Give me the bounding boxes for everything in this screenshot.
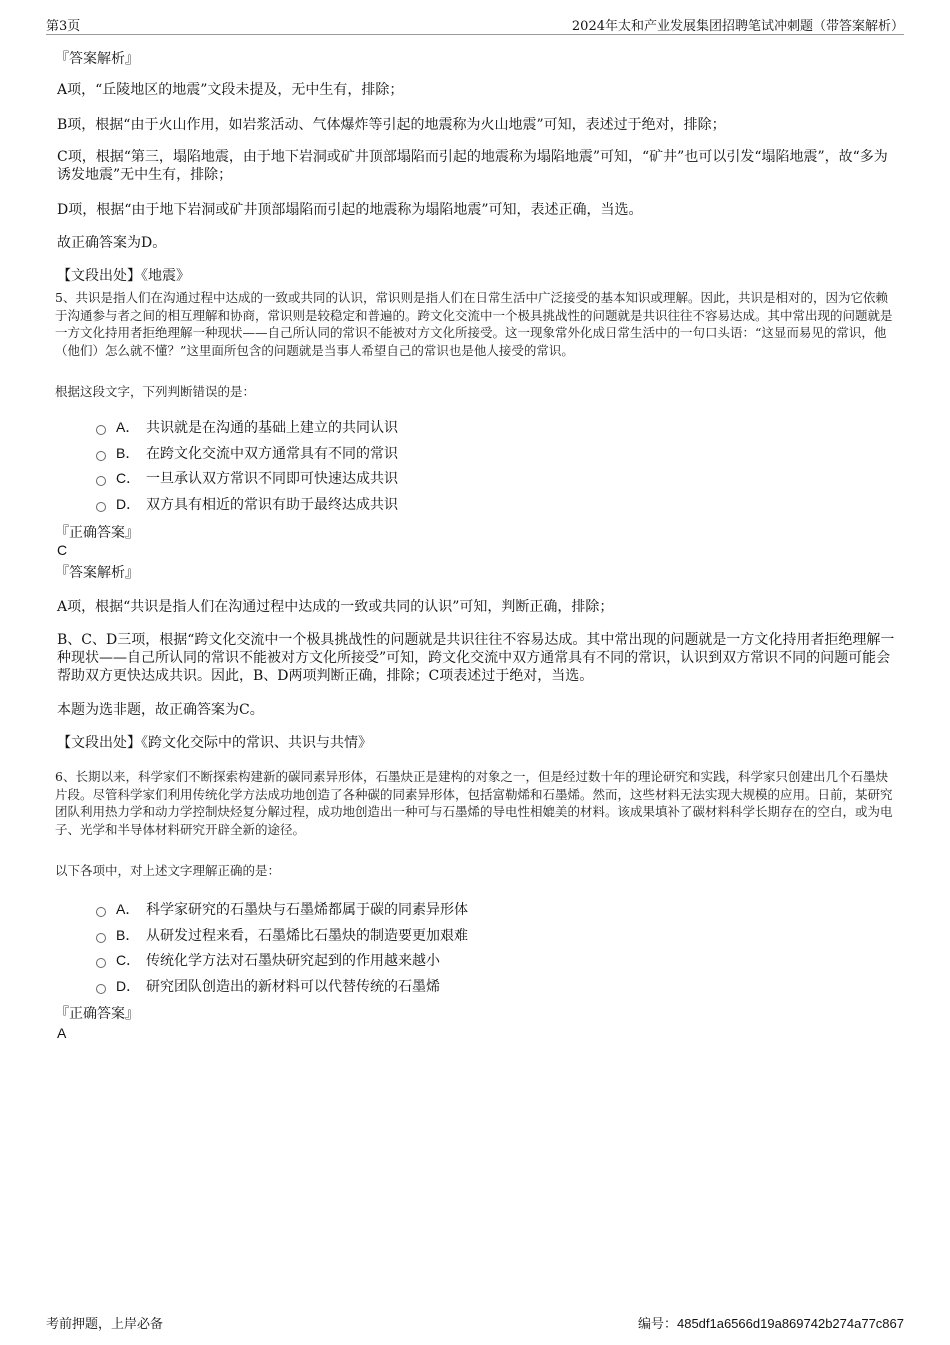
radio-icon[interactable] bbox=[96, 425, 106, 435]
q5-answer: C bbox=[57, 542, 68, 558]
q6-question: 以下各项中，对上述文字理解正确的是： bbox=[55, 863, 281, 878]
q6-option-d[interactable]: D． 研究团队创造出的新材料可以代替传统的石墨烯 bbox=[96, 975, 440, 997]
footer-code: 485df1a6566d19a869742b274a77c867 bbox=[676, 1316, 904, 1331]
radio-icon[interactable] bbox=[96, 984, 106, 994]
q5-answer-conclusion: 本题为选非题，故正确答案为C。 bbox=[57, 702, 264, 718]
q4-analysis-c: C项，根据“第三，塌陷地震，由于地下岩洞或矿井顶部塌陷而引起的地震称为塌陷地震”可知，“矿井”也可以引发“塌陷地震”，故“多为诱发地震”无中生有，排除； bbox=[57, 149, 888, 183]
document-title: 2024年太和产业发展集团招聘笔试冲刺题（带答案解析） bbox=[571, 19, 904, 34]
q5-analysis-bcd: B、C、D三项，根据“跨文化交流中一个极具挑战性的问题就是共识往往不容易达成。其中常出现的问题就是一方文化持用者拒绝理解一种现状——自己所认同的常识不能被对方文化所接受”可知，跨文化交流中双方通常具有不同的常识，认识到双方常识不同的问题可能会帮助双方更快达成共识。因此，B、D两项判断正确，排除；C项表述过于绝对，当选。 bbox=[57, 632, 895, 684]
page-footer bbox=[46, 1313, 904, 1331]
q6-answer: A bbox=[57, 1025, 67, 1041]
q4-analysis-b: B项，根据“由于火山作用，如岩浆活动、气体爆炸等引起的地震称为火山地震”可知，表述过于绝对，排除； bbox=[57, 117, 726, 133]
q5-question: 根据这段文字，下列判断错误的是： bbox=[55, 384, 256, 399]
radio-icon[interactable] bbox=[96, 502, 106, 512]
q5-stem: 5、共识是指人们在沟通过程中达成的一致或共同的认识，常识则是指人们在日常生活中广泛接受的基本知识或理解。因此，共识是相对的，因为它依赖于沟通参与者之间的相互理解和协商，常识则是较稳定和普遍的。跨文化交流中一个极具挑战性的问题就是共识往往不容易达成。其中常出现的问题就是一方文化持用者拒绝理解一种现状——自己所认同的常识不能被对方文化所接受。这一现象常外化成日常生活中的一句口头语：“这显而易见的常识，他（他们）怎么就不懂？”这里面所包含的问题就是当事人希望自己的常识也是他人接受的常识。 bbox=[55, 290, 893, 358]
radio-icon[interactable] bbox=[96, 907, 106, 917]
radio-icon[interactable] bbox=[96, 451, 106, 461]
radio-icon[interactable] bbox=[96, 933, 106, 943]
q4-analysis-a: A项，“丘陵地区的地震”文段未提及，无中生有，排除； bbox=[57, 82, 404, 98]
q6-option-a[interactable]: A． 科学家研究的石墨炔与石墨烯都属于碳的同素异形体 bbox=[96, 898, 468, 920]
q4-answer-conclusion: 故正确答案为D。 bbox=[57, 235, 167, 251]
q4-source: 【文段出处】《地震》 bbox=[57, 268, 190, 284]
q5-option-d[interactable]: D． 双方具有相近的常识有助于最终达成共识 bbox=[96, 493, 398, 515]
q5-answer-title: 『正确答案』 bbox=[55, 525, 139, 541]
page-header bbox=[46, 14, 904, 35]
radio-icon[interactable] bbox=[96, 476, 106, 486]
radio-icon[interactable] bbox=[96, 958, 106, 968]
q6-option-b[interactable]: B． 从研发过程来看，石墨烯比石墨炔的制造要更加艰难 bbox=[96, 924, 468, 946]
footer-code-block bbox=[638, 1313, 904, 1332]
q5-option-a[interactable]: A． 共识就是在沟通的基础上建立的共同认识 bbox=[96, 416, 398, 438]
q5-analysis-title: 『答案解析』 bbox=[55, 565, 139, 581]
q5-source: 【文段出处】《跨文化交际中的常识、共识与共情》 bbox=[57, 735, 372, 751]
footer-slogan: 考前押题，上岸必备 bbox=[46, 1317, 164, 1332]
q6-option-c[interactable]: C． 传统化学方法对石墨炔研究起到的作用越来越小 bbox=[96, 949, 440, 971]
page-number: 第3页 bbox=[46, 19, 81, 34]
q5-option-c[interactable]: C． 一旦承认双方常识不同即可快速达成共识 bbox=[96, 467, 398, 489]
q5-option-b[interactable]: B． 在跨文化交流中双方通常具有不同的常识 bbox=[96, 442, 398, 464]
q6-answer-title: 『正确答案』 bbox=[55, 1006, 139, 1022]
q4-analysis-d: D项，根据“由于地下岩洞或矿井顶部塌陷而引起的地震称为塌陷地震”可知，表述正确，当选。 bbox=[57, 202, 643, 218]
q5-analysis-a: A项，根据“共识是指人们在沟通过程中达成的一致或共同的认识”可知，判断正确，排除； bbox=[57, 599, 614, 615]
q6-stem: 6、长期以来，科学家们不断探索构建新的碳同素异形体，石墨炔正是建构的对象之一，但是经过数十年的理论研究和实践，科学家只创建出几个石墨炔片段。尽管科学家们利用传统化学方法成功地创造了各种碳的同素异形体，包括富勒烯和石墨烯。然而，这些材料无法实现大规模的应用。日前，某研究团队利用热力学和动力学控制炔烃复分解过程，成功地创造出一种可与石墨烯的导电性相媲美的材料。该成果填补了碳材料科学长期存在的空白，或为电子、光学和半导体材料研究开辟全新的途径。 bbox=[55, 769, 893, 837]
q4-analysis-title: 『答案解析』 bbox=[55, 51, 139, 67]
footer-code-label: 编号： bbox=[637, 1317, 677, 1332]
